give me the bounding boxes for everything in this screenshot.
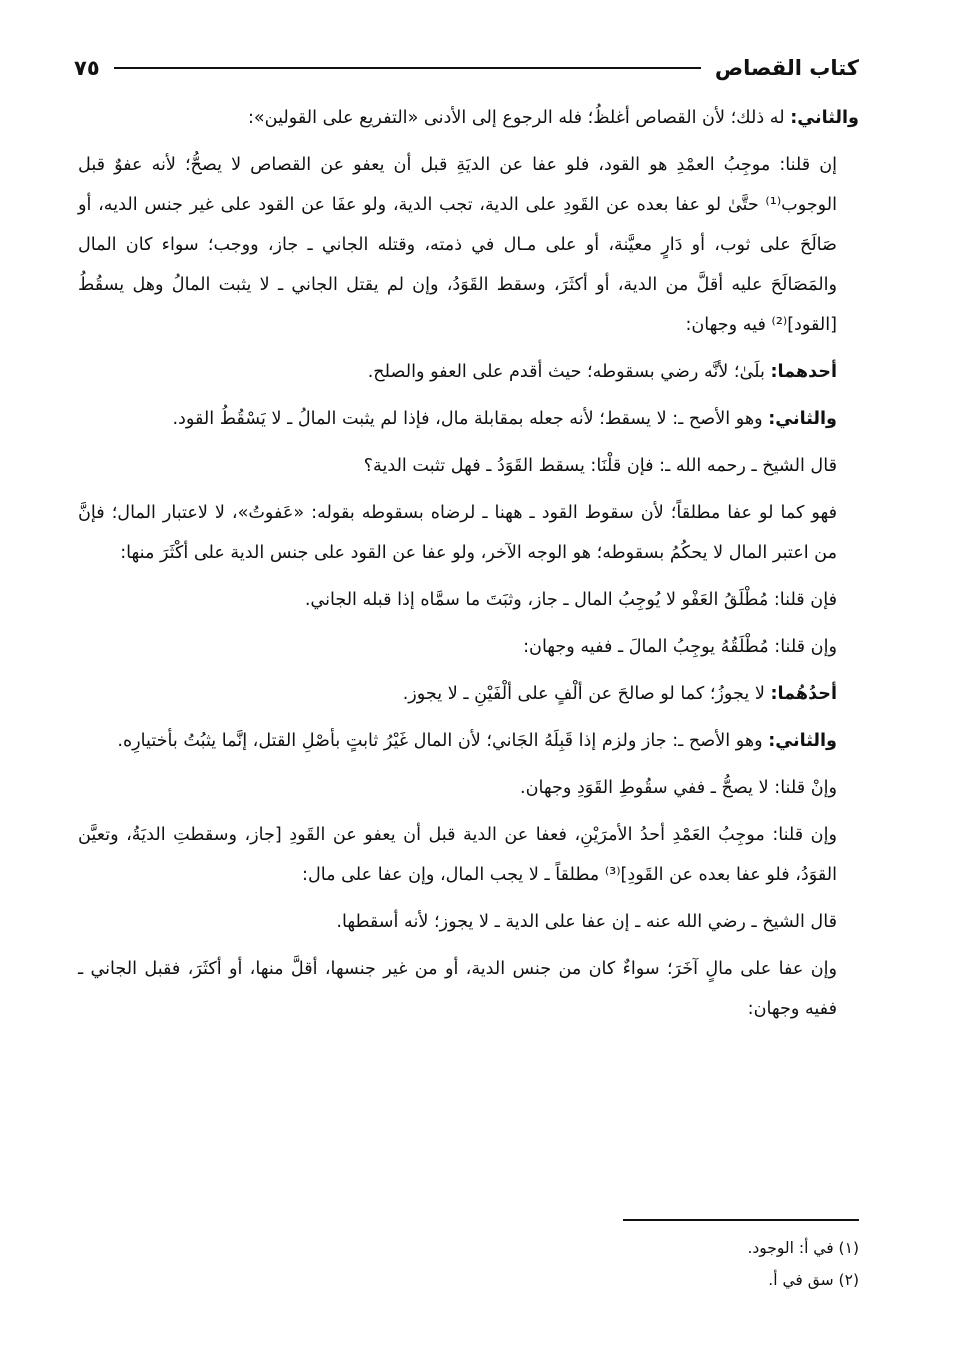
paragraph [78, 949, 859, 1029]
paragraph-text: وإن قلنا: مُطْلَقُهُ يوجِبُ المالَ ـ ففيه وجهان: [523, 637, 837, 657]
paragraph [78, 493, 859, 573]
paragraph [78, 446, 859, 486]
paragraph-text: وإنْ قلنا: لا يصحُّ ـ ففي سقُوطِ القَوَدِ وجهان. [520, 778, 837, 798]
paragraph-lead: أحدهما: [770, 362, 837, 382]
paragraph-text: فهو كما لو عفا مطلقاً؛ لأن سقوط القود ـ ههنا ـ لرضاه بسقوطه بقوله: «عَفوتُ»، لا لاعتبار المال؛ فإنَّ من اعتبر المال لا يحكُمُ بسقوطه؛ هو الوجه الآخر، ولو عفا عن القود على جنس الدية على أكْثَرَ منها: [78, 503, 837, 563]
paragraph-lead: والثاني: [790, 108, 859, 128]
page-header [74, 50, 859, 86]
running-title: كتاب القصاص [714, 56, 859, 80]
paragraph-text: قال الشيخ ـ رحمه الله ـ: فإن قلْنَا: يسقط القَوَدُ ـ فهل تثبت الدية؟ [363, 456, 837, 476]
paragraph-lead: والثاني: [768, 731, 837, 751]
paragraph-lead: أحدُهُما: [770, 684, 837, 704]
footnotes [78, 1232, 859, 1296]
paragraph [78, 352, 859, 392]
paragraph [78, 627, 859, 667]
paragraph [78, 145, 859, 345]
paragraph-text: لا يجوزُ؛ كما لو صالحَ عن ألْفٍ على ألْفَيْنِ ـ لا يجوز. [402, 684, 771, 704]
header-rule [114, 67, 701, 69]
paragraph-text: وهو الأصح ـ: جاز ولزم إذا قَبِلَهُ الجَاني؛ لأن المال غَيْرُ ثابتٍ بأصْلِ القتل، إنَّما يثبُتُ بأختيارِه. [117, 731, 769, 751]
paragraph-text: وهو الأصح ـ: لا يسقط؛ لأنه جعله بمقابلة مال، فإذا لم يثبت المالُ ـ لا يَسْقُطُ القود. [172, 409, 769, 429]
paragraph-text: فإن قلنا: مُطْلَقُ العَفْو لا يُوجِبُ المال ـ جاز، وثبَتَ ما سمَّاه إذا قبله الجاني. [304, 590, 837, 610]
footnote-separator [623, 1219, 859, 1221]
paragraph-text: له ذلك؛ لأن القصاص أغلظُ؛ فله الرجوع إلى الأدنى «التفريع على القولين»: [247, 108, 791, 128]
paragraph [78, 721, 859, 761]
paragraph-text: وإن قلنا: موجِبُ العَمْدِ أحدُ الأمرَيْنِ، فعفا عن الدية قبل أن يعفو عن القَودِ [جاز، وسقطتِ الديَةُ، وتعيَّن القوَدُ، فلو عفا بعده عن القَودِ]⁽³⁾ مطلقاً ـ لا يجب المال، وإن عفا على مال: [78, 825, 837, 885]
paragraph-text: بلَىٰ؛ لأنَّه رضي بسقوطه؛ حيث أقدم على العفو والصلح. [367, 362, 771, 382]
page-number: ٧٥ [74, 56, 100, 80]
page-body [78, 98, 859, 1036]
footnote-item: (٢) سق في أ. [768, 1271, 859, 1289]
paragraph [78, 580, 859, 620]
paragraph-lead: والثاني: [768, 409, 837, 429]
paragraph [78, 902, 859, 942]
paragraph [78, 815, 859, 895]
paragraph [78, 674, 859, 714]
footnote-item: (١) في أ: الوجود. [747, 1239, 859, 1257]
paragraph-text: وإن عفا على مالٍ آخَرَ؛ سواءٌ كان من جنس الدية، أو من غير جنسها، أقلَّ منها، أو أكثَرَ، فقبل الجاني ـ ففيه وجهان: [78, 959, 837, 1019]
paragraph [78, 98, 859, 138]
paragraph [78, 399, 859, 439]
paragraph [78, 768, 859, 808]
paragraph-text: قال الشيخ ـ رضي الله عنه ـ إن عفا على الدية ـ لا يجوز؛ لأنه أسقطها. [336, 912, 837, 932]
paragraph-text: إن قلنا: موجِبُ العمْدِ هو القود، فلو عفا عن الديَةِ قبل أن يعفو عن القصاص لا يصحُّ؛ لأنه عفوٌ قبل الوجوب⁽¹⁾ حتَّىٰ لو عفا بعده عن القَودِ على الدية، تجب الدية، ولو عفَا عن القود على غير جنس الديه، أو صَالَحَ على ثوب، أو دَارٍ معيَّنة، أو على مـال في ذمته، وقتله الجاني ـ جاز، ووجب؛ سواء كان المال والمَصَالَحَ عليه أقلَّ من الدية، أو أكثَرَ، وسقط القَوَدُ، وإن لم يقتل الجاني ـ لا يثبت المالُ وهل يسقُطُ [القود]⁽²⁾ فيه وجهان: [78, 155, 837, 335]
